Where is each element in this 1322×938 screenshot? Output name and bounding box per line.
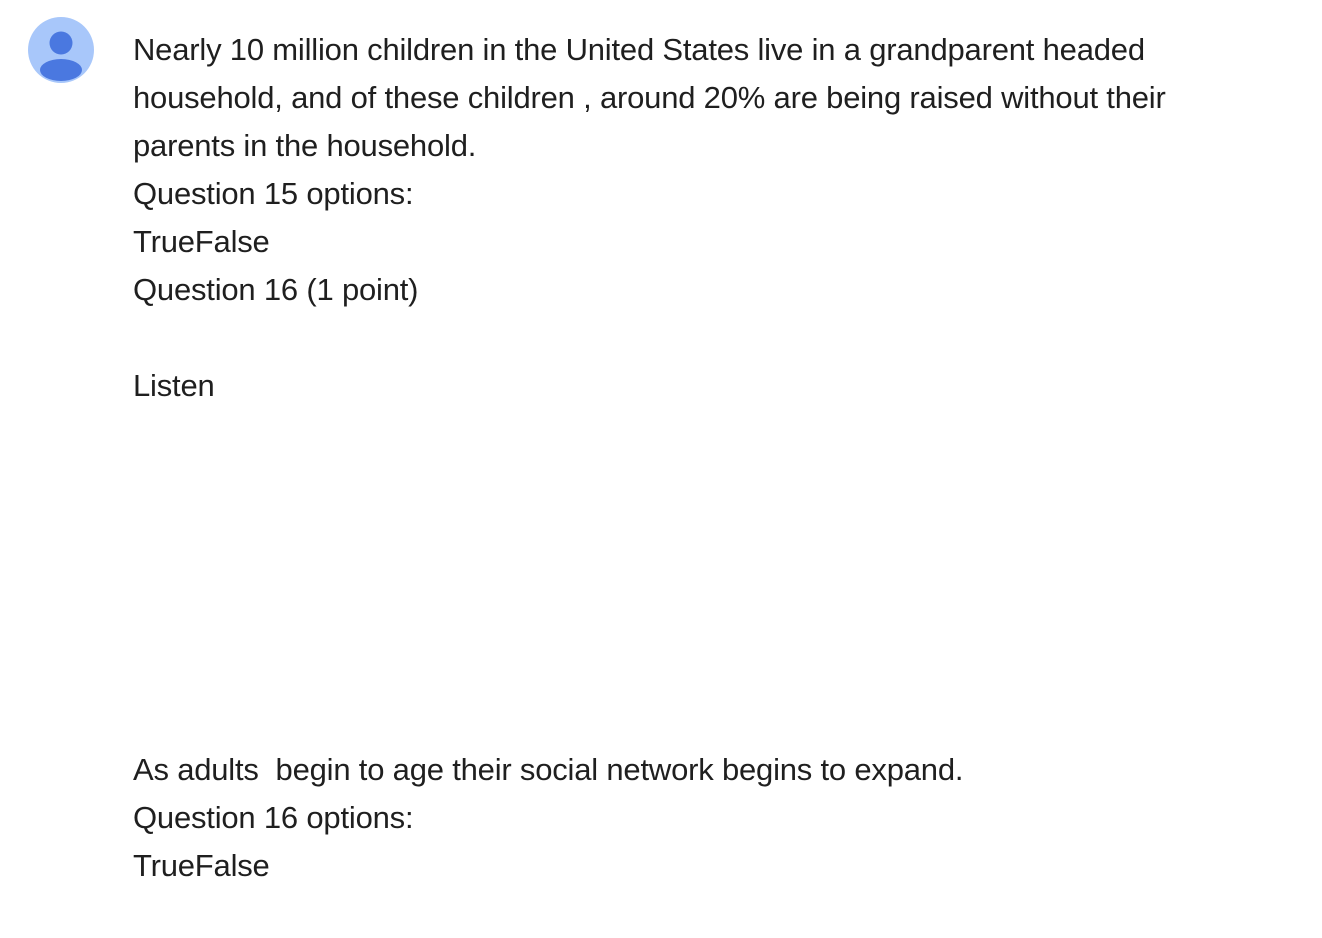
message-body (133, 26, 1293, 890)
listen-label: Listen (133, 368, 215, 403)
question15-text-line2: household, and of these children , around 20% are being raised without their (133, 80, 1166, 115)
question16-header: Question 16 (1 point) (133, 272, 419, 307)
question15-text-line3: parents in the household. (133, 128, 477, 163)
question15-options-label: Question 15 options: (133, 176, 414, 211)
question16-options-label: Question 16 options: (133, 800, 414, 835)
question16-text: As adults begin to age their social network begins to expand. (133, 752, 964, 787)
spacer (133, 410, 1293, 746)
user-avatar-icon (28, 17, 94, 83)
spacer (133, 314, 1293, 362)
question15-options: TrueFalse (133, 224, 270, 259)
question16-options: TrueFalse (133, 848, 270, 883)
user-avatar[interactable] (28, 17, 94, 83)
question15-text-line1: Nearly 10 million children in the United States live in a grandparent headed (133, 32, 1145, 67)
